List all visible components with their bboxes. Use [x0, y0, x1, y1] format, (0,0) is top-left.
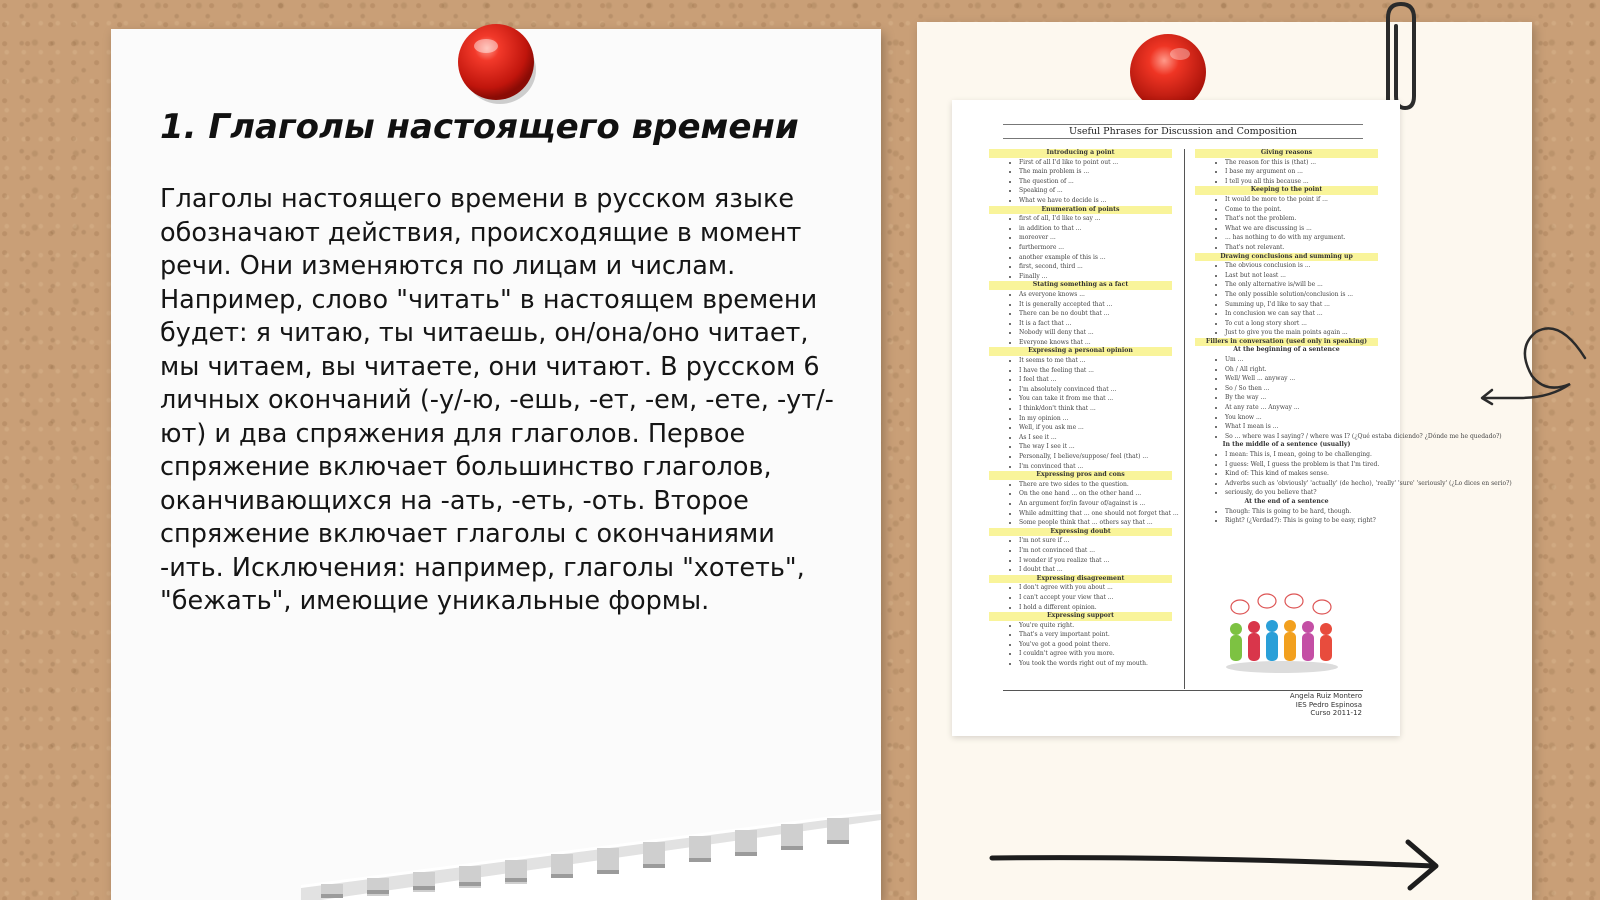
list-item: • The only alternative is/will be ... [1225, 280, 1378, 290]
list-item: • I base my argument on ... [1225, 167, 1378, 177]
right-column [1195, 149, 1512, 526]
left-column [989, 149, 1179, 669]
list-item: • Though: This is going to be hard, though. [1225, 507, 1378, 517]
list-item: • On the one hand ... on the other hand ... [1019, 489, 1172, 499]
section-heading: Giving reasons [1195, 149, 1378, 158]
document-title: Useful Phrases for Discussion and Composition [1003, 124, 1363, 139]
section-heading: Expressing disagreement [989, 575, 1172, 584]
list-item: • I wonder if you realize that ... [1019, 556, 1172, 566]
section-heading: Drawing conclusions and summing up [1195, 253, 1378, 262]
list-item: • I can't accept your view that ... [1019, 593, 1172, 603]
list-item: • moreover ... [1019, 233, 1172, 243]
list-item: • I'm not convinced that ... [1019, 546, 1172, 556]
list-item: • ... has nothing to do with my argument. [1225, 233, 1378, 243]
section-heading: Expressing support [989, 612, 1172, 621]
list-item: • I think/don't think that ... [1019, 404, 1172, 414]
list-item: • What I mean is ... [1225, 422, 1378, 432]
section-heading: Introducing a point [989, 149, 1172, 158]
list-item: • Um ... [1225, 355, 1378, 365]
list-item: • furthermore ... [1019, 243, 1172, 253]
list-item: • There can be no doubt that ... [1019, 309, 1172, 319]
list-item: • You've got a good point there. [1019, 640, 1172, 650]
subsection-heading: In the middle of a sentence (usually) [1222, 441, 1351, 449]
list-item: • At any rate ... Anyway ... [1225, 403, 1378, 413]
list-item: • I mean: This is, I mean, going to be challenging. [1225, 450, 1378, 460]
list-item: • Right? (¿Verdad?): This is going to be easy, right? [1225, 516, 1378, 526]
section-heading: Fillers in conversation (used only in speaking) [1195, 338, 1378, 347]
section-heading: Keeping to the point [1195, 186, 1378, 195]
list-item: • That's a very important point. [1019, 630, 1172, 640]
list-item: • Well/ Well ... anyway ... [1225, 374, 1378, 384]
section-heading: Stating something as a fact [989, 281, 1172, 290]
list-item: • In my opinion ... [1019, 414, 1172, 424]
list-item: • I couldn't agree with you more. [1019, 649, 1172, 659]
list-item: • It would be more to the point if ... [1225, 195, 1378, 205]
list-item: • Personally, I believe/suppose/ feel (that) ... [1019, 452, 1172, 462]
list-item: • Well, if you ask me ... [1019, 423, 1172, 433]
list-item: • I have the feeling that ... [1019, 366, 1172, 376]
people-speech-bubbles-illustration [1222, 593, 1342, 675]
list-item: • While admitting that ... one should not forget that ... [1019, 509, 1172, 519]
list-item: • I'm not sure if ... [1019, 536, 1172, 546]
list-item: • The question of ... [1019, 177, 1172, 187]
list-item: • The obvious conclusion is ... [1225, 261, 1378, 271]
column-divider [1184, 149, 1185, 689]
list-item: • What we have to decide is ... [1019, 196, 1172, 206]
list-item: • You took the words right out of my mouth. [1019, 659, 1172, 669]
list-item: • It is generally accepted that ... [1019, 300, 1172, 310]
list-item: • I tell you all this because ... [1225, 177, 1378, 187]
course-year: Curso 2011-12 [1310, 709, 1362, 718]
curl-arrow-icon [1480, 318, 1585, 408]
list-item: • Kind of: This kind of makes sense. [1225, 469, 1378, 479]
list-item: • in addition to that ... [1019, 224, 1172, 234]
list-item: • Nobody will deny that ... [1019, 328, 1172, 338]
author-name: Angela Ruiz Montero [1289, 692, 1362, 700]
list-item: • another example of this is ... [1019, 253, 1172, 263]
page-title: 1. Глаголы настоящего времени [160, 107, 799, 147]
list-item: • So / So then ... [1225, 384, 1378, 394]
list-item: • first, second, third ... [1019, 262, 1172, 272]
list-item: • Oh / All right. [1225, 365, 1378, 375]
push-pin-icon [454, 20, 540, 106]
list-item: • First of all I'd like to point out ... [1019, 158, 1172, 168]
list-item: • As I see it ... [1019, 433, 1172, 443]
footer-line [1003, 690, 1363, 691]
list-item: • The main problem is ... [1019, 167, 1172, 177]
list-item: • By the way ... [1225, 393, 1378, 403]
list-item: • Last but not least ... [1225, 271, 1378, 281]
list-item: • Adverbs such as 'obviously' 'actually' (de hecho), 'really' 'sure' 'seriously' (¿Lo dices en serio?) [1225, 479, 1378, 489]
list-item: • You know ... [1225, 413, 1378, 423]
left-note-paper [111, 29, 881, 900]
list-item: • That's not relevant. [1225, 243, 1378, 253]
list-item: • It seems to me that ... [1019, 356, 1172, 366]
torn-paper-decoration [301, 790, 881, 900]
list-item: • I feel that ... [1019, 375, 1172, 385]
section-heading: Enumeration of points [989, 206, 1172, 215]
list-item: • I hold a different opinion. [1019, 603, 1172, 613]
list-item: • There are two sides to the question. [1019, 480, 1172, 490]
arrow-right-icon [990, 838, 1445, 890]
list-item: • The reason for this is (that) ... [1225, 158, 1378, 168]
list-item: • Come to the point. [1225, 205, 1378, 215]
list-item: • The only possible solution/conclusion is ... [1225, 290, 1378, 300]
list-item: • As everyone knows ... [1019, 290, 1172, 300]
school-name: IES Pedro Espinosa [1295, 700, 1362, 709]
list-item: • Everyone knows that ... [1019, 338, 1172, 348]
list-item: • To cut a long story short ... [1225, 319, 1378, 329]
list-item: • You can take it from me that ... [1019, 394, 1172, 404]
subsection-heading: At the end of a sentence [1244, 497, 1329, 505]
subsection-heading: At the beginning of a sentence [1233, 346, 1340, 354]
list-item: • I doubt that ... [1019, 565, 1172, 575]
list-item: • An argument for/in favour of/against is ... [1019, 499, 1172, 509]
section-heading: Expressing pros and cons [989, 471, 1172, 480]
list-item: • I'm convinced that ... [1019, 462, 1172, 472]
list-item: • first of all, I'd like to say ... [1019, 214, 1172, 224]
list-item: • Some people think that ... others say that ... [1019, 518, 1172, 528]
signature-block [1242, 692, 1362, 718]
list-item: • That's not the problem. [1225, 214, 1378, 224]
list-item: • In conclusion we can say that ... [1225, 309, 1378, 319]
section-heading: Expressing doubt [989, 528, 1172, 537]
body-paragraph: Глаголы настоящего времени в русском языке обозначают действия, происходящие в момент речи. Они изменяются по лицам и числам. Например, слово "читать" в настоящем времени будет: я читаю, ты читаешь, он/она/оно читает, мы читаем, вы читаете, они читают. В русском 6 личных окончаний (-у/-ю, -ешь, -ет, -ем, -ете, -ут/-ют) и два спряжения для глаголов. Первое спряжение включает большинство глаголов, оканчивающихся на -ать, -еть, -оть. Второе спряжение включает глаголы с окончаниями -ить. Исключения: например, глаголы "хотеть", "бежать", имеющие уникальные формы. [160, 184, 834, 616]
list-item: • What we are discussing is ... [1225, 224, 1378, 234]
list-item: • Summing up, I'd like to say that ... [1225, 300, 1378, 310]
push-pin-icon [1126, 32, 1210, 106]
list-item: • You're quite right. [1019, 621, 1172, 631]
useful-phrases-document [952, 100, 1512, 736]
list-item: • So ... where was I saying? / where was I? (¿Qué estaba diciendo? ¿Dónde me he quedado?) [1225, 432, 1378, 442]
list-item: • Finally ... [1019, 272, 1172, 282]
list-item: • I'm absolutely convinced that ... [1019, 385, 1172, 395]
list-item: • Speaking of ... [1019, 186, 1172, 196]
list-item: • It is a fact that ... [1019, 319, 1172, 329]
list-item: • seriously, do you believe that? [1225, 488, 1378, 498]
list-item: • I guess: Well, I guess the problem is that I'm tired. [1225, 460, 1378, 470]
list-item: • The way I see it ... [1019, 442, 1172, 452]
list-item: • I don't agree with you about ... [1019, 583, 1172, 593]
section-heading: Expressing a personal opinion [989, 347, 1172, 356]
list-item: • Just to give you the main points again ... [1225, 328, 1378, 338]
